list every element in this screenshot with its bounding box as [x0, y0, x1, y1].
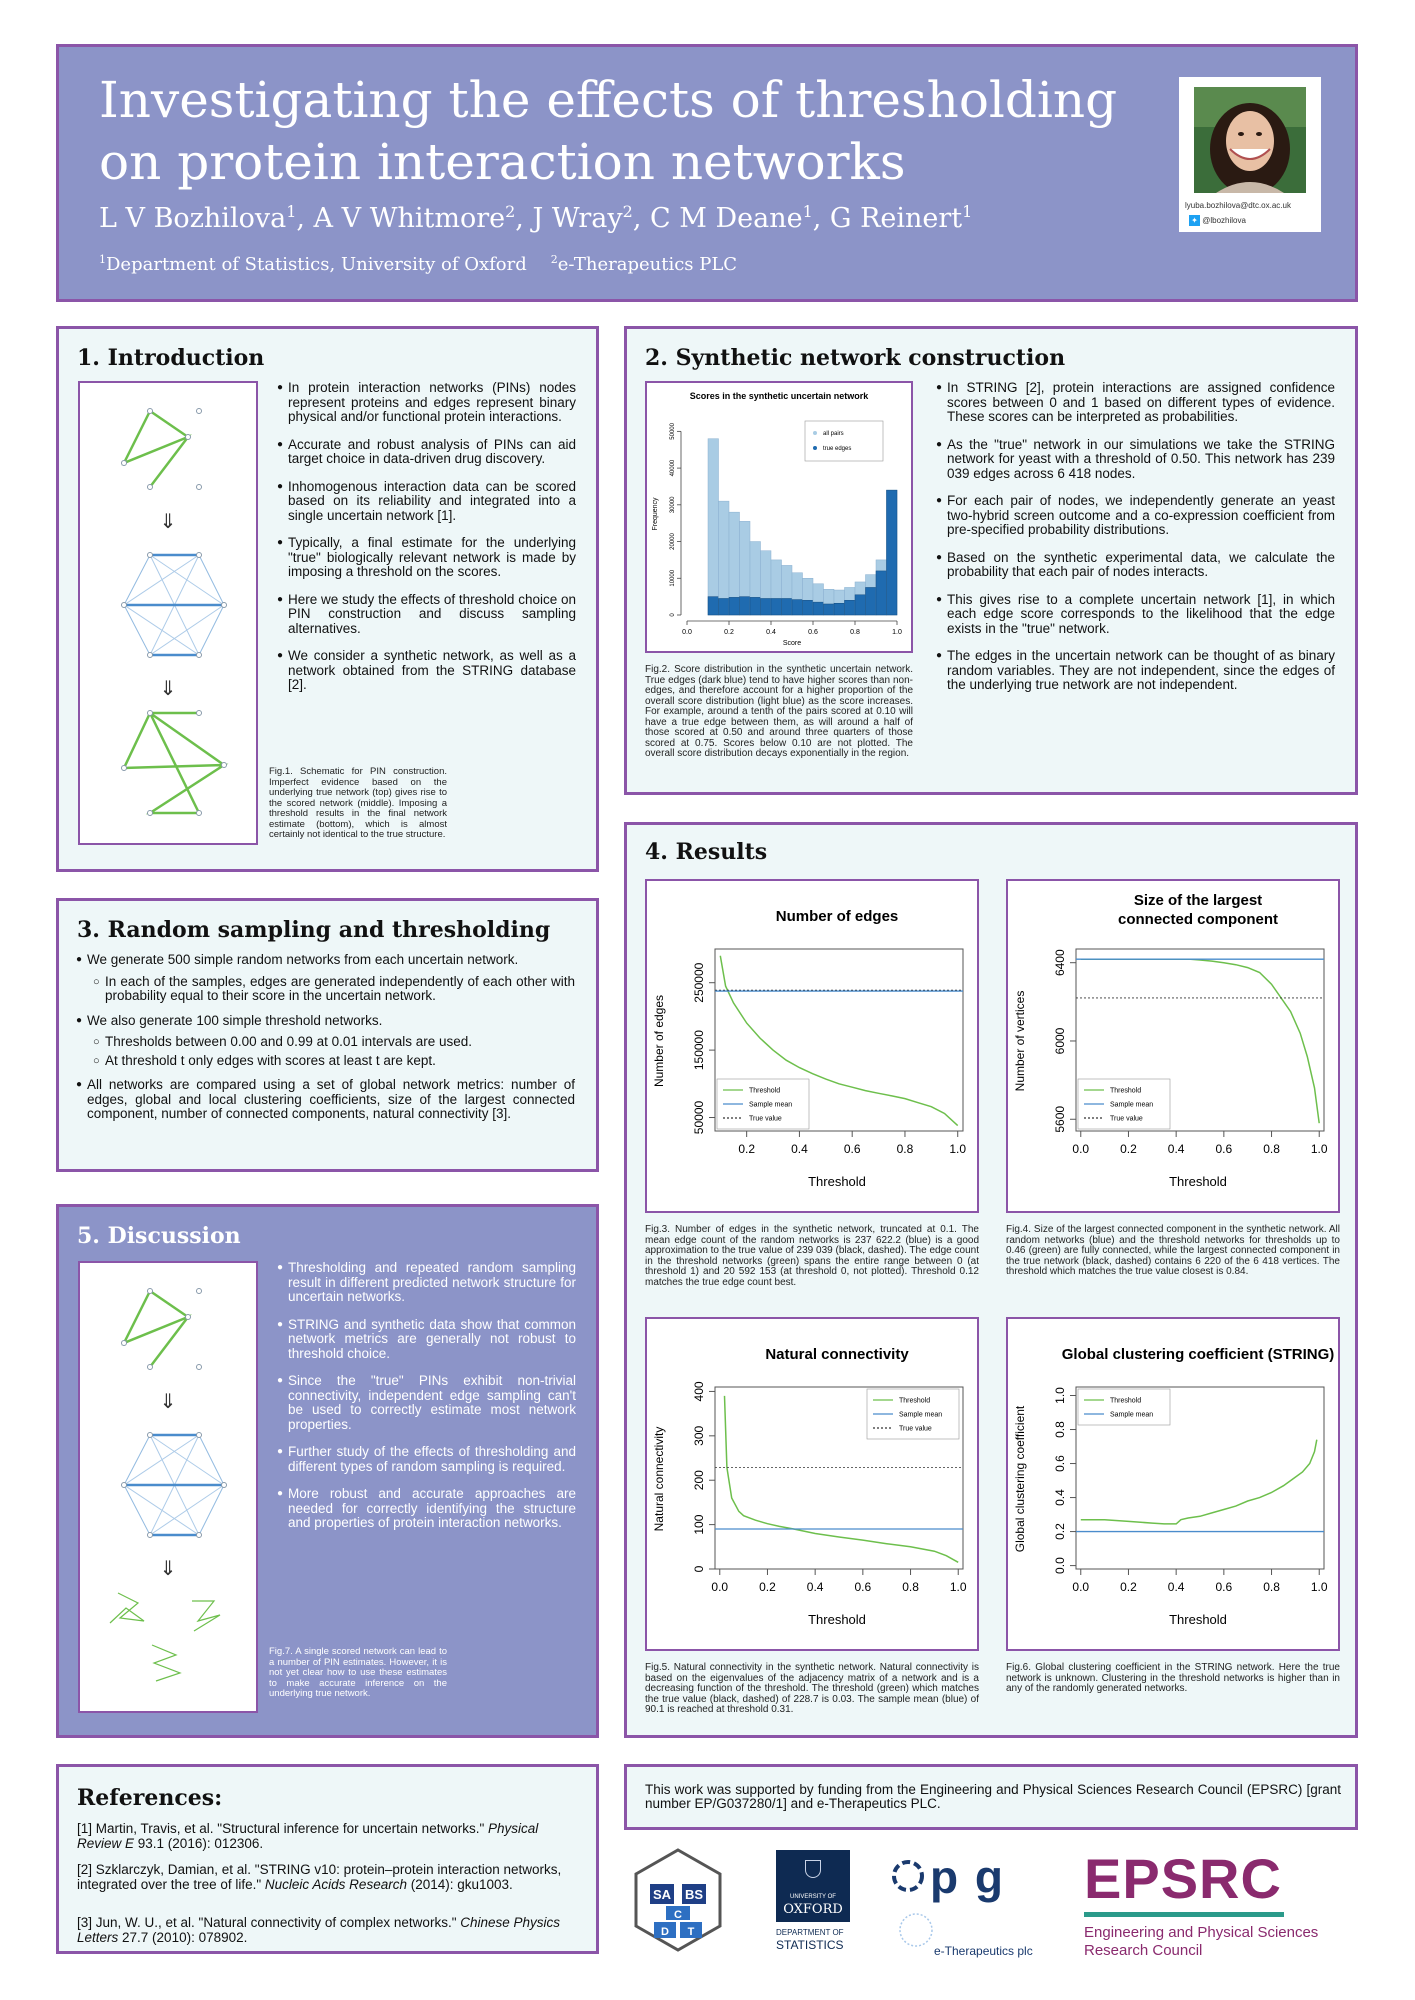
histogram-bar-true-edges [771, 598, 782, 615]
list-item: ● Accurate and robust analysis of PINs can aid target choice in data-driven drug discovery. [278, 438, 576, 467]
author-affiliation-mark: 1 [962, 202, 973, 221]
clustering-chart [1008, 1319, 1338, 1649]
multiple-estimates-schematic [80, 1263, 256, 1711]
oxford-crest [776, 1850, 850, 1922]
sabs-letters: C [674, 1909, 682, 1921]
dotted-globe-icon [886, 1912, 946, 1948]
oxford-dept-line-1: DEPARTMENT OF [776, 1928, 844, 1937]
x-tick-label: 0.8 [1263, 1142, 1280, 1156]
legend-marker [813, 446, 817, 450]
sabs-letters: T [687, 1926, 695, 1938]
legend-label: Threshold [899, 1397, 931, 1405]
histogram-bar-all-pairs [719, 501, 730, 615]
scored-network [124, 555, 224, 655]
x-tick-label: 0.4 [766, 629, 776, 636]
histogram-bar-true-edges [813, 602, 824, 615]
section-results [624, 822, 1358, 1738]
oxford-dept-line-2: STATISTICS [776, 1938, 844, 1952]
x-axis-label: Threshold [1169, 1612, 1227, 1627]
x-tick-label: 0.4 [791, 1142, 808, 1156]
histogram-bar-true-edges [866, 587, 877, 615]
synthetic-title: 2. Synthetic network construction [645, 345, 1066, 371]
legend-label: Sample mean [749, 1101, 793, 1109]
x-tick-label: 0.2 [1120, 1580, 1137, 1594]
y-tick-label: 6000 [1053, 1027, 1067, 1055]
x-tick-label: 0.6 [1215, 1580, 1233, 1594]
histogram-bar-true-edges [845, 600, 856, 615]
y-tick-label: 0.2 [1053, 1523, 1067, 1540]
legend-marker [813, 431, 817, 435]
twitter-handle: @lbozhilova [1202, 216, 1246, 225]
introduction-title: 1. Introduction [77, 345, 265, 371]
epsrc-rule [1084, 1912, 1284, 1917]
affiliation-name: e-Therapeutics PLC [557, 254, 738, 275]
chart-title: Size of the largest [1133, 892, 1263, 909]
x-tick-label: 0.8 [850, 629, 860, 636]
list-item: ● The edges in the uncertain network can be thought of as binary random variables. They are not independent, since the edges of the underlying true network are not independent. [937, 649, 1335, 693]
y-tick-label: 0.8 [1053, 1421, 1067, 1438]
x-axis-label: Threshold [808, 1612, 866, 1627]
reference-text: [2] Szklarczyk, Damian, et al. "STRING v10: protein–protein interaction networks, integrated over the tree of life." [77, 1862, 562, 1892]
legend-label: True value [1110, 1115, 1143, 1123]
x-tick-label: 0.6 [843, 1142, 861, 1156]
x-tick-label: 0.2 [738, 1142, 756, 1156]
threshold-series-line [1081, 1440, 1317, 1524]
title-line-2: on protein interaction networks [99, 133, 906, 191]
figure-2-box [645, 381, 913, 653]
crest-shield-icon [805, 1860, 821, 1878]
legend-label: Sample mean [1110, 1411, 1154, 1419]
list-item: ● In STRING [2], protein interactions are assigned confidence scores between 0 and 1 based on different types of evidence. These scores can be interpreted as probabilities. [937, 381, 1335, 425]
sampling-title: 3. Random sampling and thresholding [77, 917, 551, 943]
y-tick-label: 300 [692, 1425, 706, 1446]
chart-title: Global clustering coefficient (STRING) [1061, 1346, 1335, 1363]
y-tick-label: 20000 [670, 533, 676, 550]
author-card [1179, 77, 1321, 232]
histogram-bar-true-edges [761, 598, 772, 615]
section-funding [624, 1764, 1358, 1830]
x-tick-label: 0.6 [808, 629, 818, 636]
twitter-handle-row[interactable] [1189, 215, 1246, 226]
figure-1-caption: Fig.1. Schematic for PIN construction. Imperfect evidence based on the underlying true network (top) gives rise to the scored network (middle). Imposing a threshold results in the final network estimate (bottom), which is almost certainly not identical to the true structure. [269, 766, 447, 840]
component-chart [1008, 881, 1338, 1211]
arrow-down-icon: ⇓ [159, 678, 177, 700]
arrow-down-icon: ⇓ [159, 1391, 177, 1413]
connectivity-chart [647, 1319, 977, 1649]
reference-text: (2014): gku1003. [406, 1877, 513, 1892]
list-item: ● Thresholding and repeated random sampling result in different predicted network structure for uncertain networks. [278, 1261, 576, 1305]
y-axis-label: Number of edges [652, 994, 666, 1088]
figure-3-caption: Fig.3. Number of edges in the synthetic network, truncated at 0.1. The mean edge count of the random networks is 237 622.2 (blue) is a good approximation to the true value of 239 039 (black, dashed). The edge count in the threshold networks (green) spans the entire range between 0 (at threshold 1) and 20 592 153 (at threshold 0, not plotted). Threshold 0.12 matches the true edge count best. [645, 1224, 979, 1288]
epsrc-acronym: EPSRC [1084, 1847, 1282, 1910]
x-tick-label: 1.0 [949, 1142, 967, 1156]
x-tick-label: 1.0 [1310, 1580, 1328, 1594]
true-network [124, 411, 188, 487]
affiliation-mark: 1 [99, 253, 106, 266]
y-tick-label: 0.6 [1053, 1455, 1067, 1472]
reference-text: [3] Jun, W. U., et al. "Natural connectivity of complex networks." [77, 1915, 461, 1930]
y-tick-label: 100 [692, 1514, 706, 1535]
affiliation-list [99, 253, 737, 275]
author-affiliation-mark: 1 [286, 202, 297, 221]
list-item: ● We generate 500 simple random networks from each uncertain network. [77, 953, 575, 968]
reference-2 [77, 1862, 582, 1892]
y-tick-label: 50000 [692, 1100, 706, 1135]
list-item: ○ At threshold t only edges with scores at least t are kept. [77, 1054, 575, 1069]
y-tick-label: 40000 [670, 459, 676, 477]
list-item: ● We also generate 100 simple threshold networks. [77, 1014, 575, 1029]
results-title: 4. Results [645, 839, 768, 865]
legend-label: Sample mean [899, 1411, 943, 1419]
arrow-down-icon: ⇓ [159, 1558, 177, 1580]
synthetic-bullets [937, 381, 1335, 706]
histogram-bar-true-edges [887, 490, 898, 615]
author-affiliation-mark: 1 [802, 202, 813, 221]
y-axis-label: Frequency [652, 497, 659, 531]
x-tick-label: 0.0 [682, 629, 692, 636]
figure-2-caption: Fig.2. Score distribution in the synthetic uncertain network. True edges (dark blue) tend to have higher scores than non-edges, and therefore account for a higher proportion of the overall score distribution (light blue) as the score increases. For example, around a tenth of the pairs scored at 0.10 will have a true edge between them, as will around a half of those scored at 0.50 and around three quarters of those scored at 0.75. Scores below 0.10 are not plotted. The overall score distribution decays exponentially in the region. [645, 664, 913, 759]
x-tick-label: 1.0 [892, 629, 902, 636]
sabs-letters: BS [684, 1887, 704, 1902]
author-name: L V Bozhilova [99, 203, 287, 234]
network-schematic [80, 383, 256, 843]
legend-box [805, 421, 883, 461]
author-affiliation-mark: 2 [622, 202, 633, 221]
list-item: ● Typically, a final estimate for the underlying "true" biologically relevant network is made by imposing a threshold on the scores. [278, 536, 576, 580]
arrow-down-icon: ⇓ [159, 511, 177, 533]
y-tick-label: 150000 [692, 1030, 706, 1071]
section-discussion [56, 1204, 599, 1738]
histogram-bar-true-edges [792, 600, 803, 615]
list-item: ● We consider a synthetic network, as well as a network obtained from the STRING database [2]. [278, 649, 576, 693]
x-tick-label: 0.2 [759, 1580, 776, 1594]
list-item: ● More robust and accurate approaches are needed for correctly identifying the structure and properties of protein interaction networks. [278, 1487, 576, 1531]
oxford-line-1: UNIVERSITY OF [790, 1894, 836, 1900]
x-axis-label: Threshold [1169, 1174, 1227, 1189]
histogram-bar-true-edges [729, 597, 740, 615]
x-tick-label: 0.0 [711, 1580, 729, 1594]
x-tick-label: 0.6 [1215, 1142, 1233, 1156]
y-tick-label: 400 [692, 1381, 706, 1402]
histogram-bar-true-edges [876, 571, 887, 615]
histogram-bar-true-edges [708, 597, 719, 615]
list-item: ● All networks are compared using a set of global network metrics: number of edges, global and local clustering coefficients, size of the largest connected component, number of connected components, natural connectivity [3]. [77, 1078, 575, 1122]
y-axis-label: Natural connectivity [652, 1426, 666, 1532]
list-item: ● For each pair of nodes, we independently generate an yeast two-hybrid screen outcome and a co-expression coefficient from pre-specified probability distributions. [937, 494, 1335, 538]
x-tick-label: 0.2 [1120, 1142, 1137, 1156]
references-title: References: [77, 1785, 223, 1811]
sabs-logo [632, 1848, 724, 1952]
epsrc-line-1: Engineering and Physical Sciences [1084, 1924, 1319, 1941]
legend-box [1078, 1389, 1170, 1425]
logo-strip [624, 1842, 1358, 1962]
y-tick-label: 0.0 [1053, 1557, 1067, 1574]
figure-6-caption: Fig.6. Global clustering coefficient in the STRING network. Here the true network is unknown. Clustering in the threshold networks is higher than in any of the randomly generated networks. [1006, 1662, 1340, 1694]
section-random-sampling [56, 898, 599, 1172]
legend-label: True value [899, 1425, 932, 1433]
figure-7-schematic [78, 1261, 258, 1713]
title-line-1: Investigating the effects of thresholding [99, 71, 1118, 129]
list-item: ○ In each of the samples, edges are generated independently of each other with probability equal to their score in the uncertain network. [77, 975, 575, 1004]
author-name: A V Whitmore [313, 203, 506, 234]
list-item: ● Further study of the effects of thresholding and different types of random sampling is required. [278, 1445, 576, 1474]
histogram-bar-true-edges [855, 595, 866, 615]
legend-label: Threshold [1110, 1397, 1142, 1405]
figure-5-box [645, 1317, 979, 1651]
reference-1 [77, 1821, 582, 1851]
list-item: ● In protein interaction networks (PINs) nodes represent proteins and edges represent binary physical and/or functional protein interactions. [278, 381, 576, 425]
histogram-bar-true-edges [719, 598, 730, 615]
x-axis-label: Threshold [808, 1174, 866, 1189]
reference-journal: Physical Review E [77, 1821, 539, 1851]
discussion-bullets [278, 1261, 576, 1544]
reference-text: 93.1 (2016): 012306. [134, 1836, 264, 1851]
list-item: ● As the "true" network in our simulations we take the STRING network for yeast with a threshold of 0.50. This network has 239 039 edges across 6 418 nodes. [937, 438, 1335, 482]
legend-label: all pairs [823, 431, 844, 437]
threshold-network [124, 713, 224, 813]
y-tick-label: 0 [670, 613, 676, 617]
author-email[interactable]: lyuba.bozhilova@dtc.ox.ac.uk [1185, 201, 1291, 210]
figure-4-caption: Fig.4. Size of the largest connected component in the synthetic network. All random networks (blue) and the threshold networks for thresholds up to 0.46 (green) are fully connected, while the largest connected component in the true network (black, dashed) contains 6 220 of the 6 418 vertices. The threshold which matches the true value closest is 0.84. [1006, 1224, 1340, 1277]
y-tick-label: 0.4 [1053, 1489, 1067, 1506]
x-tick-label: 0.0 [1072, 1580, 1090, 1594]
oxford-line-2: OXFORD [783, 1902, 843, 1917]
section-synthetic-network [624, 326, 1358, 795]
sabs-letters: D [661, 1926, 669, 1938]
e-therapeutics-mark: p g [930, 1851, 1005, 1903]
sabs-letters: SA [652, 1887, 672, 1902]
histogram-bar-true-edges [750, 597, 761, 615]
epsrc-logo [1084, 1848, 1358, 1962]
histogram-bar-true-edges [824, 604, 835, 615]
x-tick-label: 0.6 [854, 1580, 872, 1594]
x-tick-label: 1.0 [1310, 1142, 1328, 1156]
y-tick-label: 6400 [1053, 949, 1067, 977]
author-affiliation-mark: 2 [505, 202, 516, 221]
etherapeutics-logo [886, 1850, 1046, 1962]
author-name: G Reinert [829, 203, 963, 234]
y-tick-label: 0 [692, 1565, 706, 1573]
x-tick-label: 0.8 [1263, 1580, 1280, 1594]
section-introduction [56, 326, 599, 872]
reference-text: [1] Martin, Travis, et al. "Structural inference for uncertain networks." [77, 1821, 488, 1836]
x-tick-label: 0.8 [896, 1142, 914, 1156]
poster-title [99, 69, 1117, 193]
histogram-bar-true-edges [803, 600, 814, 615]
author-photo [1194, 87, 1306, 193]
y-tick-label: 50000 [670, 423, 676, 440]
x-tick-label: 0.4 [1167, 1142, 1185, 1156]
legend-label: True value [749, 1115, 782, 1123]
y-tick-label: 1.0 [1053, 1387, 1067, 1404]
poster-header [56, 44, 1358, 302]
twitter-bird-icon: ✦ [1189, 215, 1200, 226]
author-name: J Wray [532, 203, 623, 234]
sampling-bullets [77, 953, 575, 1135]
histogram-bar-true-edges [740, 597, 751, 615]
x-tick-label: 0.0 [1072, 1142, 1090, 1156]
x-tick-label: 0.2 [724, 629, 734, 636]
x-tick-label: 1.0 [949, 1580, 967, 1594]
funding-text: This work was supported by funding from the Engineering and Physical Sciences Research Council (EPSRC) [grant number EP/G037280/1] and e-Therapeutics PLC. [645, 1782, 1341, 1811]
legend-label: Threshold [1110, 1087, 1142, 1095]
list-item: ● Since the "true" PINs exhibit non-trivial connectivity, independent edge sampling can't be used to correctly estimate most network properties. [278, 1374, 576, 1432]
figure-4-box [1006, 879, 1340, 1213]
y-tick-label: 200 [692, 1470, 706, 1491]
author-name: C M Deane [650, 203, 803, 234]
list-item: ● This gives rise to a complete uncertain network [1], in which each edge score corresponds to the likelihood that the edge exists in the "true" network. [937, 593, 1335, 637]
histogram-bar-true-edges [834, 603, 845, 615]
reference-journal: Chinese Physics Letters [77, 1915, 561, 1945]
y-tick-label: 30000 [670, 496, 676, 514]
figure-3-box [645, 879, 979, 1213]
figure-6-box [1006, 1317, 1340, 1651]
affiliation-name: Department of Statistics, University of Oxford [106, 254, 527, 275]
section-references [56, 1764, 599, 1954]
y-tick-label: 10000 [670, 569, 676, 587]
list-item: ● Inhomogenous interaction data can be scored based on its reliability and integrated into a single uncertain network [1]. [278, 480, 576, 524]
reference-journal: Nucleic Acids Research [264, 1877, 407, 1892]
x-axis-label: Score [782, 640, 802, 647]
chart-title: Natural connectivity [765, 1346, 909, 1363]
affiliation-mark: 2 [550, 253, 558, 266]
reference-text: 27.7 (2010): 078902. [118, 1930, 248, 1945]
chart-title: Scores in the synthetic uncertain network [689, 391, 869, 401]
legend-label: true edges [823, 446, 852, 452]
x-tick-label: 0.4 [806, 1580, 824, 1594]
x-tick-label: 0.4 [1167, 1580, 1185, 1594]
introduction-bullets [278, 381, 576, 706]
e-therapeutics-mark-icon [888, 1856, 928, 1896]
chart-title: connected component [1117, 911, 1279, 928]
score-histogram [647, 383, 911, 651]
oxford-logo [776, 1850, 850, 1962]
discussion-title: 5. Discussion [77, 1223, 241, 1249]
epsrc-line-2: Research Council [1084, 1942, 1203, 1959]
figure-1-schematic [78, 381, 258, 845]
legend-label: Sample mean [1110, 1101, 1154, 1109]
chart-title: Number of edges [775, 908, 899, 925]
reference-3 [77, 1915, 582, 1945]
figure-5-caption: Fig.5. Natural connectivity in the synthetic network. Natural connectivity is based on the eigenvalues of the adjacency matrix of a network and is a decreasing function of the threshold. The threshold (green) which matches the true value (black, dashed) of 228.7 is 0.03. The sample mean (blue) of 90.1 is reached at threshold 0.31. [645, 1662, 979, 1715]
list-item: ○ Thresholds between 0.00 and 0.99 at 0.01 intervals are used. [77, 1035, 575, 1050]
histogram-bar-all-pairs [708, 439, 719, 615]
legend-label: Threshold [749, 1087, 781, 1095]
list-item: ● Based on the synthetic experimental data, we calculate the probability that each pair of nodes interacts. [937, 551, 1335, 580]
e-therapeutics-name: e-Therapeutics plc [934, 1944, 1033, 1958]
figure-7-caption: Fig.7. A single scored network can lead to a number of PIN estimates. However, it is not yet clear how to use these estimates to make accurate inference on the underlying true network. [269, 1646, 447, 1699]
author-list: L V Bozhilova$^1$, A V Whitmore$^2$, J Wray$^2$, C M Deane$^1$, G Reinert$^1$ [99, 202, 973, 234]
list-item: ● Here we study the effects of threshold choice on PIN construction and discuss sampling alternatives. [278, 593, 576, 637]
histogram-bar-true-edges [782, 598, 793, 615]
y-tick-label: 5600 [1053, 1105, 1067, 1133]
list-item: ● STRING and synthetic data show that common network metrics are generally not robust to threshold choice. [278, 1318, 576, 1362]
edges-chart [647, 881, 977, 1211]
y-axis-label: Number of vertices [1013, 990, 1027, 1092]
x-tick-label: 0.8 [902, 1580, 919, 1594]
y-tick-label: 250000 [692, 962, 706, 1003]
y-axis-label: Global clustering coefficient [1013, 1405, 1027, 1553]
